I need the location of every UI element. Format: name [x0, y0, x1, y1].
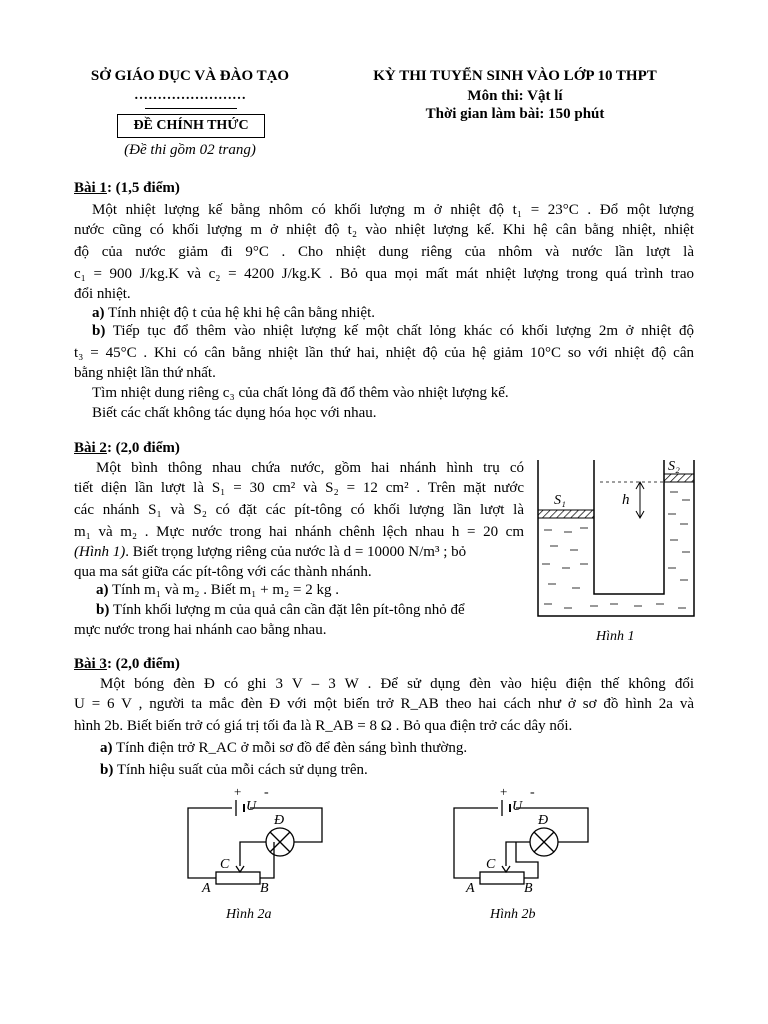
bai1-line1: Một nhiệt lượng kế bằng nhôm có khối lượng m ở nhiệt độ t₁ = 23°C . Đổ một lượng: [92, 202, 694, 218]
bai2-b-text1: Tính khối lượng m của quả cân cần đặt lên pít-tông nhỏ để: [109, 602, 465, 618]
bai2-part-b: [96, 600, 526, 620]
c-2b: C: [486, 857, 496, 872]
bai2-line2: tiết diện lần lượt là S₁ = 30 cm² và S₂ = 12 cm² . Trên mặt nước: [74, 480, 524, 496]
bai1-line4: c₁ = 900 J/kg.K và c₂ = 4200 J/kg.K . Bỏ qua mọi mất mát nhiệt lượng trong quá trình trao: [74, 266, 694, 282]
bai2-fig-ref: (Hình 1): [74, 544, 126, 560]
a-2a: A: [202, 881, 211, 896]
c-2a: C: [220, 857, 230, 872]
rheostat-2a: [216, 872, 260, 884]
exam-title: KỲ THI TUYỂN SINH VÀO LỚP 10 THPT: [373, 68, 657, 84]
slider-2b: [502, 866, 510, 872]
bai3-heading: [74, 654, 694, 674]
vessel-outline: [538, 460, 694, 616]
bai1-b-line3: bằng nhiệt lần thứ nhất.: [74, 365, 216, 381]
bai3-line1: Một bóng đèn Đ có ghi 3 V – 3 W . Để sử dụng đèn vào hiệu điện thế không đổi: [100, 676, 694, 692]
bai1-line3: độ của nước giảm đi 9°C . Cho nhiệt dung riêng của nhôm và nước lần lượt là: [74, 244, 694, 260]
bai2-points: : (2,0 điểm): [106, 440, 180, 456]
pages-note: (Đề thi gồm 02 trang): [124, 142, 256, 158]
figure-1-caption: Hình 1: [596, 629, 635, 644]
bai3-part-a: [100, 738, 720, 758]
bai2-part-a: [96, 580, 516, 600]
bai1-question: Tìm nhiệt dung riêng c₃ của chất lỏng đã đổ thêm vào nhiệt lượng kế.: [92, 385, 509, 401]
exam-duration: Thời gian làm bài: 150 phút: [425, 106, 605, 122]
bai3-a-label: a): [100, 740, 113, 756]
label-s2: S₂: [668, 459, 680, 474]
bai3-a-text: Tính điện trở R_AC ở mỗi sơ đồ để đèn sáng bình thường.: [112, 740, 468, 756]
figure-2a: [180, 786, 350, 926]
bai2-a-text: Tính m₁ và m₂ . Biết m₁ + m₂ = 2 kg .: [108, 582, 339, 598]
caption-2b: Hình 2b: [490, 907, 536, 922]
plus-2b: +: [500, 786, 508, 799]
department-name: SỞ GIÁO DỤC VÀ ĐÀO TẠO: [90, 68, 290, 84]
figure-1: [530, 452, 710, 652]
slider-2a: [236, 866, 244, 872]
rheostat-2b: [480, 872, 524, 884]
bai1-a-label: a): [92, 305, 105, 321]
bai2-heading: [74, 438, 524, 458]
b-2a: B: [260, 881, 269, 896]
bai1-points: : (1,5 điểm): [106, 180, 180, 196]
dept-dots: ……………………: [134, 88, 246, 103]
bai2-line6: qua ma sát giữa các pít-tông với các thành nhánh.: [74, 564, 372, 580]
bai3-points: : (2,0 điểm): [106, 656, 180, 672]
minus-2b: -: [530, 786, 535, 800]
bai1-a-text: Tính nhiệt độ t của hệ khi hệ cân bằng nhiệt.: [104, 305, 375, 321]
bai2-line1: Một bình thông nhau chứa nước, gồm hai nhánh hình trụ có: [96, 460, 524, 476]
water-dashes: [542, 492, 690, 608]
bai1-note: Biết các chất không tác dụng hóa học với nhau.: [92, 405, 377, 421]
bai3-line3: hình 2b. Biết biến trở có giá trị tối đa là R_AB = 8 Ω . Bỏ qua điện trở các dây nối.: [74, 718, 573, 734]
u-2b: U: [512, 799, 523, 814]
bai3-b-label: b): [100, 762, 114, 778]
bai2-a-label: a): [96, 582, 109, 598]
bai1-heading: [74, 178, 694, 198]
wire-2b-right: [516, 808, 588, 842]
bai1-part-b: [92, 321, 694, 341]
bai2-b-label: b): [96, 602, 110, 618]
caption-2a: Hình 2a: [226, 907, 272, 922]
water-left: [538, 518, 594, 616]
bai1-b-text1: Tiếp tục đổ thêm vào nhiệt lượng kế một chất lỏng khác có khối lượng 2m ở nhiệt độ: [105, 323, 694, 339]
bai2-line4: m₁ và m₂ . Mực nước trong hai nhánh chênh lệch nhau h = 20 cm: [74, 524, 524, 540]
d-2b: Đ: [538, 813, 549, 828]
minus-2a: -: [264, 786, 269, 800]
bai1-b-line2: t₃ = 45°C . Khi có cân bằng nhiệt lần thứ hai, nhiệt độ của hệ giảm 10°C so với nhiệt độ cân: [74, 345, 694, 361]
bai1-b-label: b): [92, 323, 106, 339]
bai3-b-text: Tính hiệu suất của mỗi cách sử dụng trên.: [113, 762, 368, 778]
bai2-line5-text: . Biết trọng lượng riêng của nước là d = 10000 N/m³ ; bỏ: [125, 544, 467, 560]
b-2b: B: [524, 881, 533, 896]
official-box: ĐỀ CHÍNH THỨC: [117, 114, 265, 138]
figure-2b: [446, 786, 616, 926]
bai2-line3: các nhánh S₁ và S₂ có đặt các pít-tông có khối lượng lần lượt là: [74, 502, 524, 518]
bai3-title: Bài 3: [74, 656, 107, 672]
bai2-title: Bài 2: [74, 440, 107, 456]
header-rule: [145, 108, 237, 109]
piston-s2: [664, 474, 694, 482]
bai1-line5: đổi nhiệt.: [74, 286, 131, 302]
piston-s1: [538, 510, 594, 518]
bai2-b-line2: mực nước trong hai nhánh cao bằng nhau.: [74, 622, 327, 638]
label-h: h: [622, 492, 630, 508]
wire-2a-lamp-down: [240, 842, 266, 866]
exam-subject: Môn thi: Vật lí: [467, 88, 563, 104]
bai1-line2: nước cũng có khối lượng m ở nhiệt độ t₂ vào nhiệt lượng kế. Khi hệ cân bằng nhiệt, nhiệt: [74, 222, 694, 238]
bai2-line5: [74, 542, 524, 562]
d-2a: Đ: [274, 813, 285, 828]
u-2a: U: [246, 799, 257, 814]
bai1-title: Bài 1: [74, 180, 107, 196]
vessel-divider: [594, 460, 664, 594]
a-2b: A: [466, 881, 475, 896]
label-s1: S₁: [554, 493, 566, 508]
bai3-part-b: [100, 760, 720, 780]
bai1-part-a: [92, 303, 712, 323]
bai3-line2: U = 6 V , người ta mắc đèn Đ với một biến trở R_AB theo hai cách như ở sơ đồ hình 2a và: [74, 696, 694, 712]
plus-2a: +: [234, 786, 242, 799]
